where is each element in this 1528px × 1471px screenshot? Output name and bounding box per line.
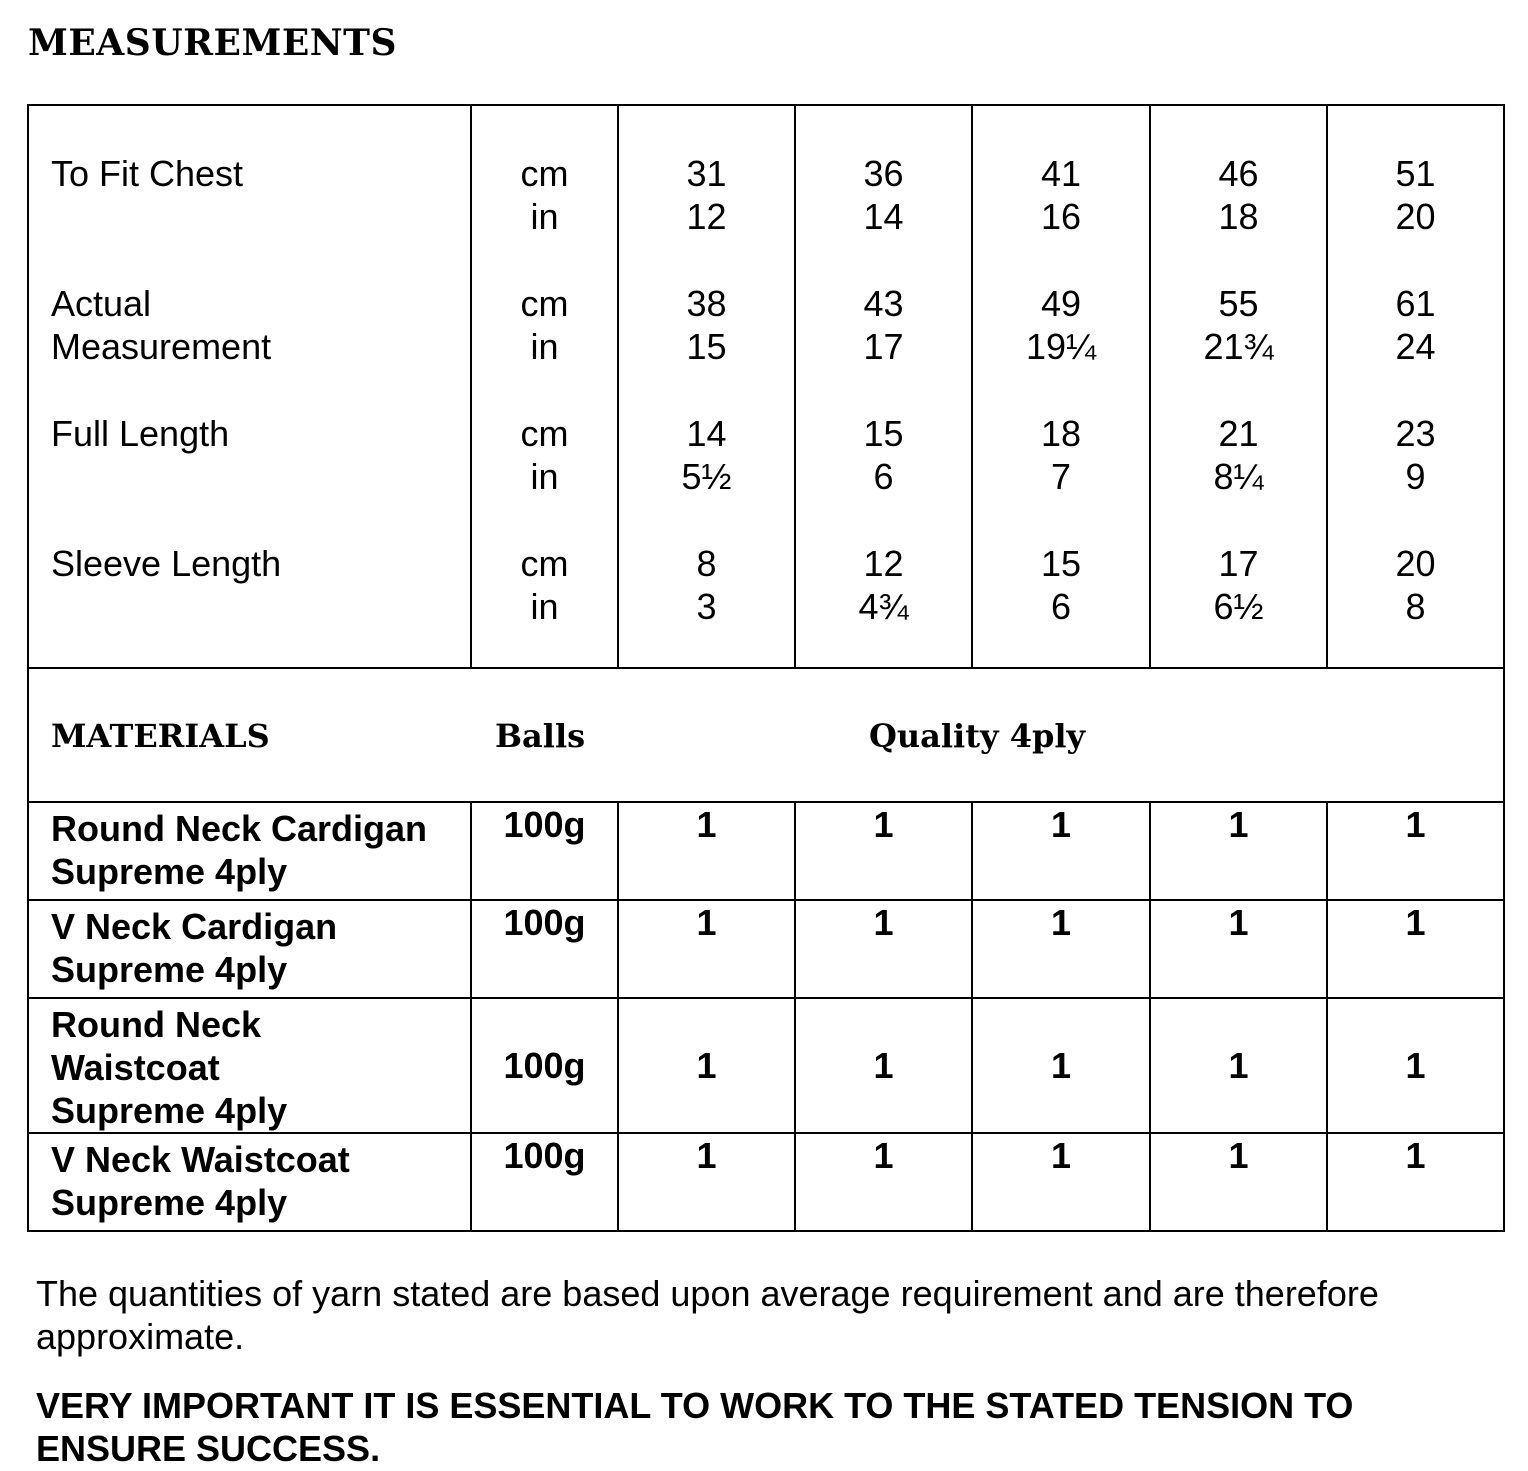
size-value: 17 [863,326,904,367]
size-value: 3 [696,586,717,627]
material-balls: 1 [618,1133,795,1231]
unit-label: cm [520,283,569,324]
balls-heading: Balls [495,717,586,755]
measurement-label: Measurement [51,326,272,367]
material-balls: 1 [618,900,795,998]
material-label-line: Supreme 4ply [51,949,288,990]
unit-cell [471,105,618,668]
size-value: 46 [1218,153,1259,194]
unit-label: in [530,196,559,237]
measurement-label: To Fit Chest [51,153,244,194]
size-value: 15 [686,326,727,367]
size-value: 8 [1405,586,1426,627]
unit-label: in [530,456,559,497]
material-balls: 1 [1327,802,1504,900]
material-row [28,900,1504,998]
material-label-cell [28,1133,471,1231]
material-balls: 1 [972,998,1150,1133]
material-balls: 1 [618,802,795,900]
size-value: 43 [863,283,904,324]
size-value: 20 [1395,196,1436,237]
size-value: 21 [1218,413,1259,454]
size-value: 15 [863,413,904,454]
size-value: 5½ [681,456,732,497]
material-balls: 1 [1327,900,1504,998]
quality-heading: Quality 4ply [869,717,1086,755]
material-label-line: Round Neck [51,1004,262,1045]
size-column-2 [795,105,972,668]
measurement-label: Sleeve Length [51,543,282,584]
size-value: 16 [1040,196,1082,237]
size-value: 55 [1218,283,1259,324]
material-label-line: Supreme 4ply [51,851,288,892]
unit-label: cm [520,153,569,194]
measurements-table [27,104,1505,1232]
size-value: 6½ [1213,586,1264,627]
size-value: 7 [1050,456,1072,497]
size-value: 14 [863,196,904,237]
size-value: 6 [1050,586,1072,627]
size-value: 41 [1040,153,1082,194]
material-balls: 1 [1150,802,1327,900]
size-value: 17 [1218,543,1259,584]
size-value: 36 [863,153,904,194]
unit-label: in [530,586,559,627]
size-column-4 [1150,105,1327,668]
material-label-cell [28,802,471,900]
size-value: 20 [1395,543,1436,584]
material-label-line: V Neck Waistcoat [51,1139,350,1180]
tension-warning: VERY IMPORTANT IT IS ESSENTIAL TO WORK TO THE STATED TENSION TO ENSURE SUCCESS. [36,1385,1354,1469]
size-value: 12 [686,196,727,237]
yarn-quantity-note: The quantities of yarn stated are based upon average requirement and are therefore approximate. [36,1273,1379,1357]
size-value: 19¼ [1025,326,1097,367]
size-column-5 [1327,105,1504,668]
material-weight: 100g [471,802,618,900]
size-value: 38 [686,283,727,324]
material-balls: 1 [972,1133,1150,1231]
size-value: 51 [1395,153,1436,194]
unit-label: cm [520,413,569,454]
material-balls: 1 [795,802,972,900]
material-row [28,1133,1504,1231]
material-balls: 1 [618,998,795,1133]
unit-label: in [530,326,559,367]
material-balls: 1 [1327,1133,1504,1231]
size-value: 6 [873,456,894,497]
material-weight: 100g [471,900,618,998]
material-label-cell [28,900,471,998]
size-value: 24 [1395,326,1436,367]
size-value: 4¾ [858,586,909,627]
size-value: 15 [1040,543,1082,584]
size-value: 12 [863,543,904,584]
material-row [28,998,1504,1133]
measurement-label: Full Length [51,413,230,454]
material-label-line: V Neck Cardigan [51,906,338,947]
material-weight: 100g [471,1133,618,1231]
material-label-line: Waistcoat [51,1047,220,1088]
materials-header-row [28,668,1504,802]
material-label-line: Supreme 4ply [51,1090,288,1131]
measurement-labels-cell [28,105,471,668]
material-balls: 1 [795,900,972,998]
material-balls: 1 [1150,1133,1327,1231]
measurements-block [28,105,1504,668]
material-balls: 1 [972,900,1150,998]
size-value: 18 [1040,413,1082,454]
size-value: 14 [686,413,727,454]
material-balls: 1 [1150,998,1327,1133]
materials-heading: MATERIALS [51,717,270,755]
size-value: 18 [1218,196,1259,237]
material-balls: 1 [972,802,1150,900]
size-value: 31 [686,153,727,194]
measurement-label: Actual [51,283,152,324]
material-balls: 1 [795,1133,972,1231]
size-value: 23 [1395,413,1436,454]
size-column-3 [972,105,1150,668]
unit-label: cm [520,543,569,584]
size-value: 8 [696,543,717,584]
material-label-cell [28,998,471,1133]
material-weight: 100g [471,998,618,1133]
material-balls: 1 [1327,998,1504,1133]
size-value: 9 [1405,456,1426,497]
material-balls: 1 [795,998,972,1133]
materials-header-cell [28,668,1504,802]
size-value: 61 [1395,283,1436,324]
material-row [28,802,1504,900]
size-value: 49 [1040,283,1082,324]
size-value: 21¾ [1203,326,1274,367]
page-title: MEASUREMENTS [28,22,397,64]
size-column-1 [618,105,795,668]
material-label-line: Round Neck Cardigan [51,808,428,849]
size-value: 8¼ [1213,456,1264,497]
material-balls: 1 [1150,900,1327,998]
material-label-line: Supreme 4ply [51,1182,288,1223]
